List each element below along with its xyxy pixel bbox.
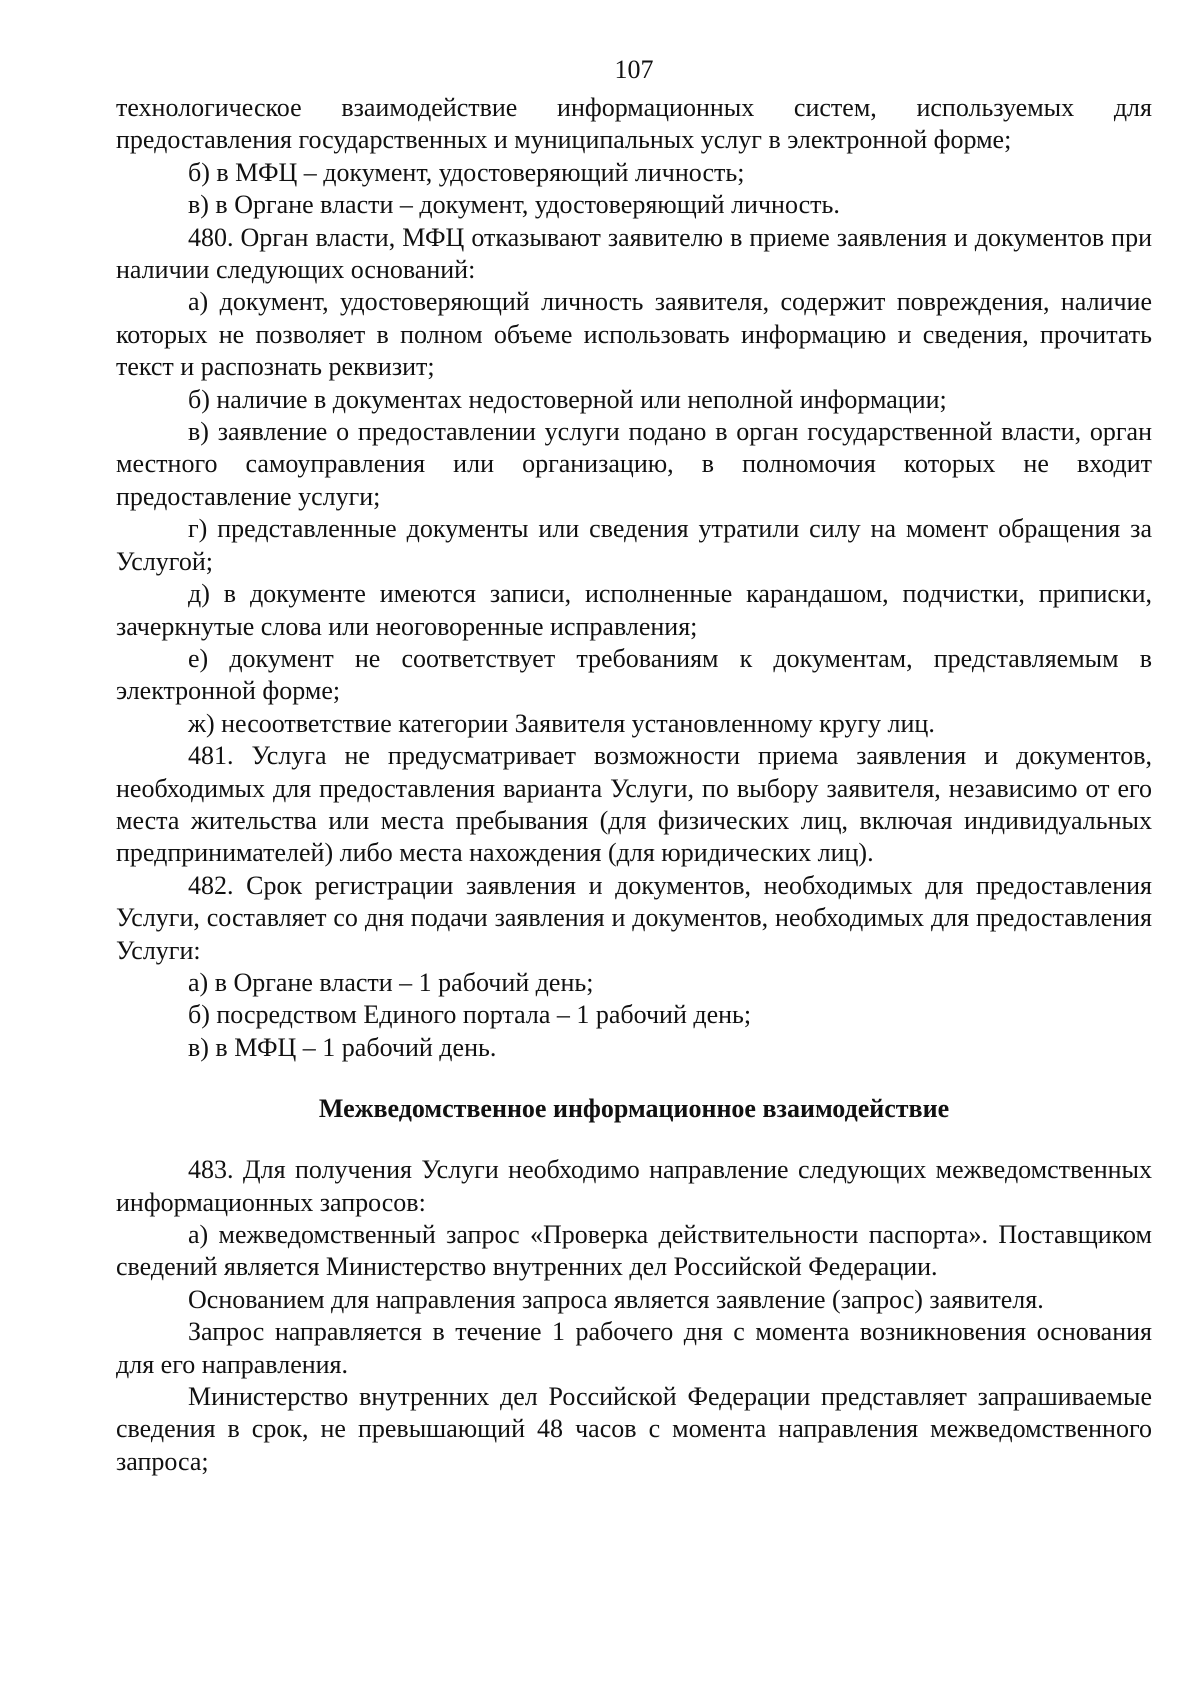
paragraph: е) документ не соответствует требованиям к документам, представляемым в электронной форме; <box>116 643 1152 706</box>
paragraphs-after <box>116 1154 1152 1478</box>
paragraph: в) в МФЦ – 1 рабочий день. <box>188 1032 497 1062</box>
paragraph: 481. Услуга не предусматривает возможности приема заявления и документов, необходимых для предоставления варианта Услуги, по выбору заявителя, независимо от его места жительства или места пребывания (для физических лиц, включая индивидуальных предпринимателей) либо места нахождения (для юридических лиц). <box>116 741 1152 868</box>
paragraph: 480. Орган власти, МФЦ отказывают заявителю в приеме заявления и документов при наличии следующих оснований: <box>116 222 1152 285</box>
paragraph: Министерство внутренних дел Российской Федерации представляет запрашиваемые сведения в срок, не превышающий 48 часов с момента направления межведомственного запроса; <box>116 1382 1152 1476</box>
paragraph: 483. Для получения Услуги необходимо направление следующих межведомственных информационных запросов: <box>116 1155 1152 1217</box>
paragraph: Основанием для направления запроса является заявление (запрос) заявителя. <box>188 1284 1044 1314</box>
paragraphs-before <box>116 92 1152 1064</box>
paragraph: в) заявление о предоставлении услуги подано в орган государственной власти, орган местного самоуправления или организацию, в полномочия которых не входит предоставление услуги; <box>116 417 1152 511</box>
paragraph: д) в документе имеются записи, исполненные карандашом, подчистки, приписки, зачеркнутые слова или неоговоренные исправления; <box>116 579 1152 641</box>
paragraph: ж) несоответствие категории Заявителя установленному кругу лиц. <box>188 708 935 738</box>
paragraph: технологическое взаимодействие информационных систем, используемых для предоставления государственных и муниципальных услуг в электронной форме; <box>116 93 1152 155</box>
paragraph: в) в Органе власти – документ, удостоверяющий личность. <box>188 190 840 220</box>
document-page <box>116 52 1152 1478</box>
paragraph: а) межведомственный запрос «Проверка действительности паспорта». Поставщиком сведений является Министерство внутренних дел Российской Федерации. <box>116 1220 1152 1282</box>
paragraph: б) наличие в документах недостоверной или неполной информации; <box>188 384 947 414</box>
paragraph: а) в Органе власти – 1 рабочий день; <box>188 967 594 997</box>
paragraph: г) представленные документы или сведения утратили силу на момент обращения за Услугой; <box>116 514 1152 576</box>
paragraph: Запрос направляется в течение 1 рабочего дня с момента возникновения основания для его направления. <box>116 1317 1152 1379</box>
paragraph: а) документ, удостоверяющий личность заявителя, содержит повреждения, наличие которых не позволяет в полном объеме использовать информацию и сведения, прочитать текст и распознать реквизит; <box>116 287 1152 382</box>
paragraph: б) посредством Единого портала – 1 рабочий день; <box>188 1000 752 1030</box>
page-number: 107 <box>614 55 654 84</box>
section-heading: Межведомственное информационное взаимодействие <box>318 1094 950 1124</box>
paragraph: б) в МФЦ – документ, удостоверяющий личность; <box>188 157 745 187</box>
paragraph: 482. Срок регистрации заявления и документов, необходимых для предоставления Услуги, составляет со дня подачи заявления и документов, необходимых для предоставления Услуги: <box>116 870 1152 965</box>
